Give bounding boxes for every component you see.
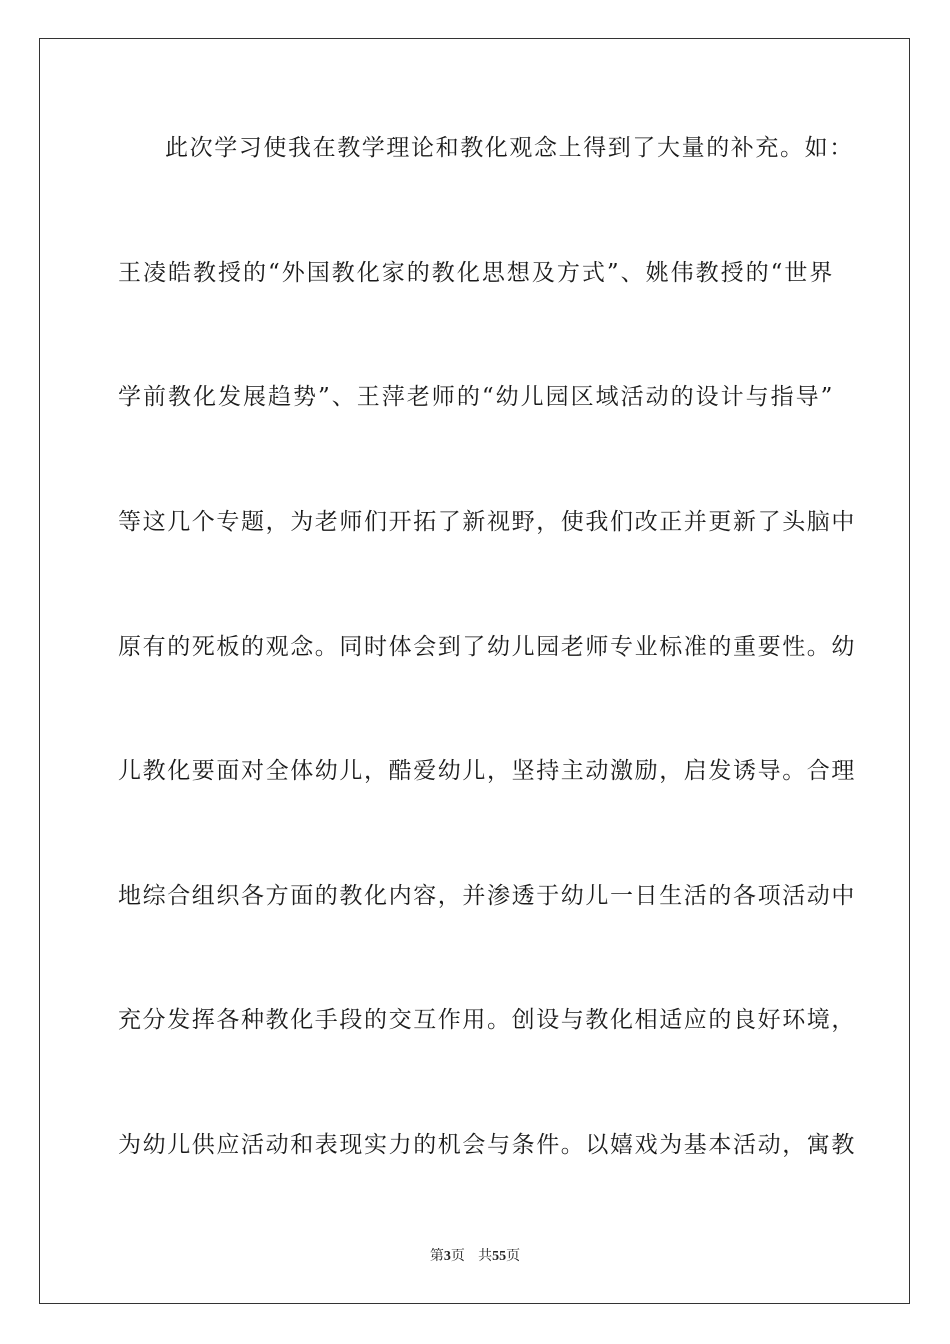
- page-prefix: 第: [429, 1248, 444, 1264]
- paragraph-line: 地综合组织各方面的教化内容，并渗透于幼儿一日生活的各项活动中: [118, 883, 856, 909]
- paragraph-line: 儿教化要面对全体幼儿，酷爱幼儿，坚持主动激励，启发诱导。合理: [118, 758, 856, 784]
- paragraph-line: 此次学习使我在教学理论和教化观念上得到了大量的补充。如：: [165, 135, 854, 161]
- paragraph-line: 等这几个专题，为老师们开拓了新视野，使我们改正并更新了头脑中: [118, 509, 856, 535]
- paragraph-line: 原有的死板的观念。同时体会到了幼儿园老师专业标准的重要性。幼: [118, 634, 856, 660]
- page-suffix: 页: [450, 1248, 465, 1264]
- total-prefix: 共: [478, 1248, 493, 1264]
- paragraph-line: 王凌皓教授的“外国教化家的教化思想及方式”、姚伟教授的“世界: [118, 260, 834, 286]
- page-footer: [0, 1247, 950, 1266]
- paragraph-line: 学前教化发展趋势”、王萍老师的“幼儿园区域活动的设计与指导”: [118, 384, 834, 410]
- page-number: 3: [443, 1249, 451, 1264]
- total-pages: 55: [492, 1249, 507, 1264]
- paragraph-line: 充分发挥各种教化手段的交互作用。创设与教化相适应的良好环境，: [118, 1007, 856, 1033]
- paragraph-line: 为幼儿供应活动和表现实力的机会与条件。以嬉戏为基本活动，寓教: [118, 1132, 856, 1158]
- total-suffix: 页: [506, 1248, 521, 1264]
- page-border: [39, 38, 910, 1304]
